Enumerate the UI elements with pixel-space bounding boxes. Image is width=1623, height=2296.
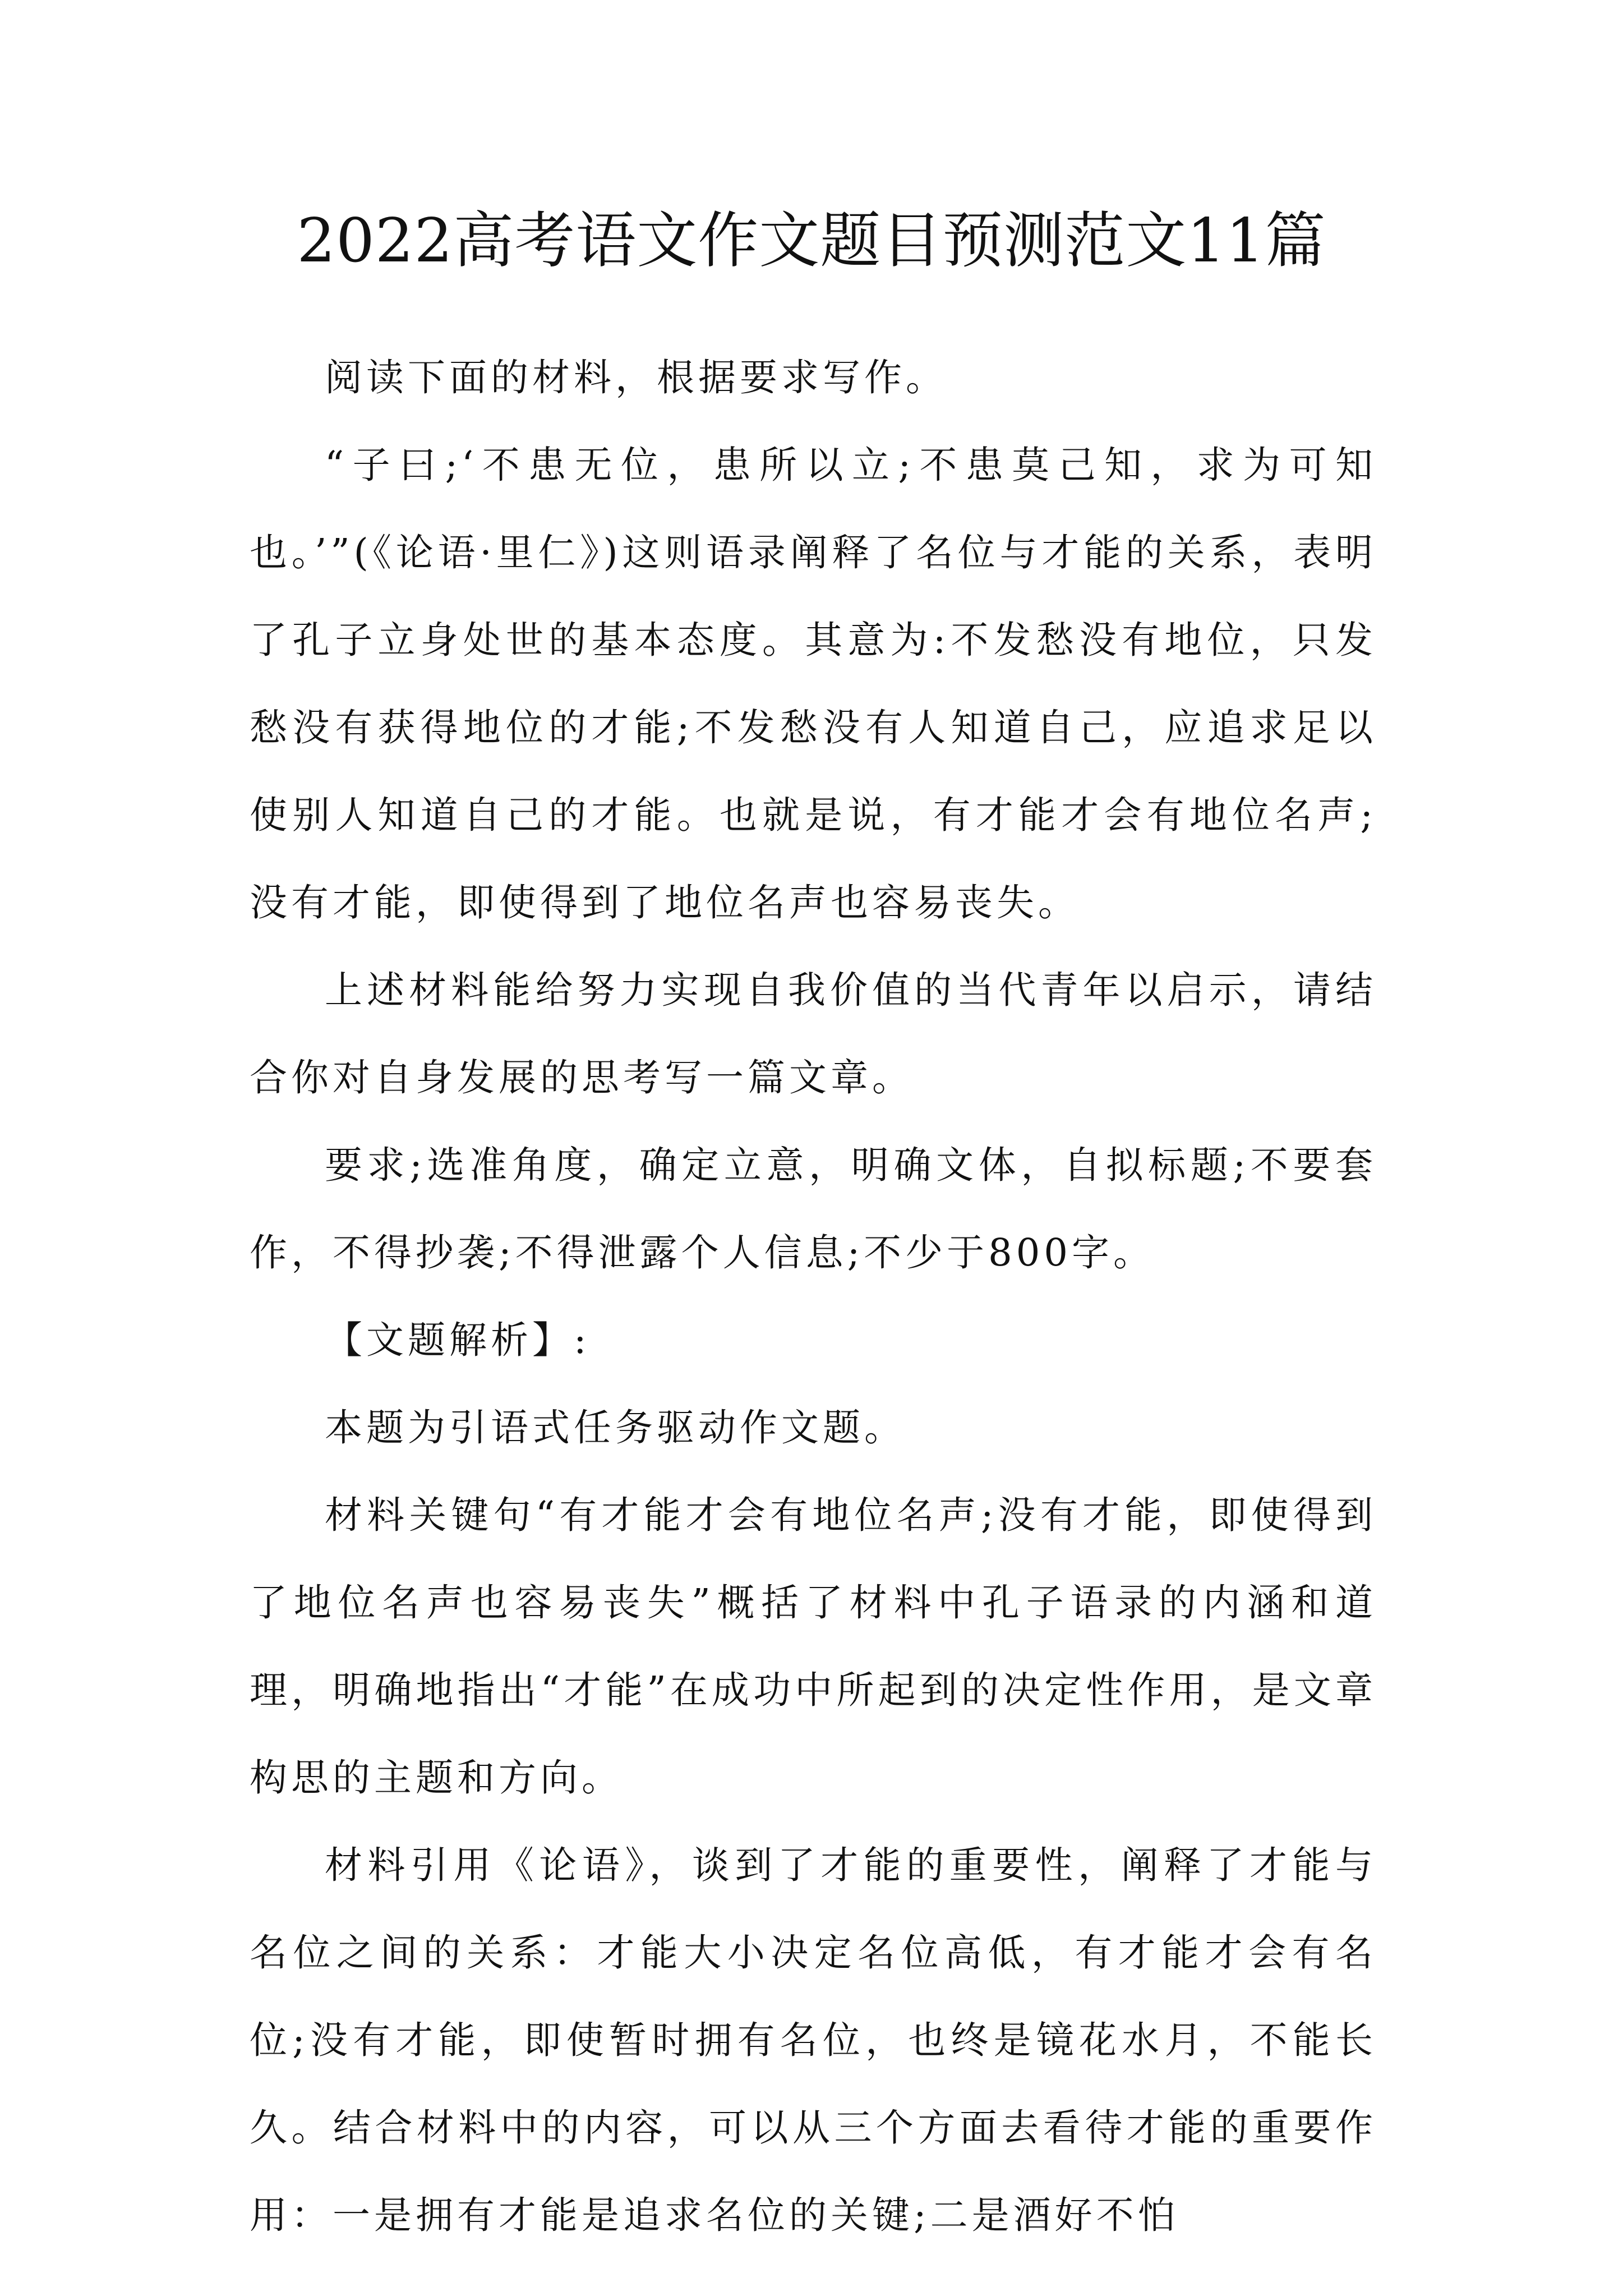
section-heading-analysis: 【文题解析】:: [325, 1318, 591, 1362]
paragraph-requirements: 要求;选准角度，确定立意，明确文体，自拟标题;不要套作，不得抄袭;不得泄露个人信息;不少于800字。: [250, 1143, 1377, 1274]
paragraph-type: 本题为引语式任务驱动作文题。: [325, 1406, 906, 1450]
paragraph-key-sentence: 材料关键句“有才能才会有地位名声;没有才能，即使得到了地位名声也容易丧失”概括了材料中孔子语录的内涵和道理，明确地指出“才能”在成功中所起到的决定性作用，是文章构思的主题和方向。: [250, 1493, 1377, 1800]
document-body: [250, 334, 1377, 2259]
document-title: 2022高考语文作文题目预测范文11篇: [297, 206, 1326, 276]
paragraph-task: 上述材料能给努力实现自我价值的当代青年以启示，请结合你对自身发展的思考写一篇文章。: [250, 968, 1377, 1099]
paragraph-instruction: 阅读下面的材料，根据要求写作。: [325, 356, 947, 399]
paragraph-quote: “子曰;‘不患无位，患所以立;不患莫己知，求为可知也。’”(《论语·里仁》)这则语录阐释了名位与才能的关系，表明了孔子立身处世的基本态度。其意为:不发愁没有地位，只发愁没有获得地位的才能;不发愁没有人知道自己，应追求足以使别人知道自己的才能。也就是说，有才能才会有地位名声;没有才能，即使得到了地位名声也容易丧失。: [250, 443, 1377, 924]
paragraph-analysis: 材料引用《论语》，谈到了才能的重要性，阐释了才能与名位之间的关系：才能大小决定名位高低，有才能才会有名位;没有才能，即使暂时拥有名位，也终是镜花水月，不能长久。结合材料中的内容，可以从三个方面去看待才能的重要作用：一是拥有才能是追求名位的关键;二是酒好不怕: [250, 1843, 1377, 2237]
